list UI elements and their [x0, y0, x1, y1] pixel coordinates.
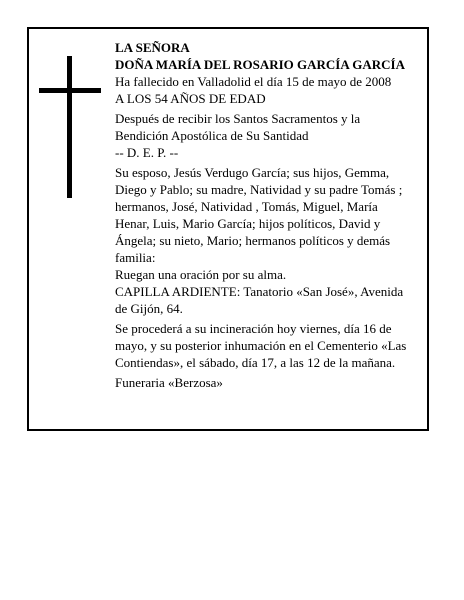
sacraments-line-1: Después de recibir los Santos Sacramentos y la — [115, 111, 361, 126]
family-line-1: Su esposo, Jesús Verdugo García; sus hijos, Gemma, — [115, 165, 390, 180]
family-line-4: Henar, Luis, Mario García; hijos políticos, David y — [115, 216, 381, 231]
funeral-home-line: Funeraria «Berzosa» — [115, 375, 223, 390]
cross-vertical-bar — [67, 56, 72, 198]
notice-title-line-1: LA SEÑORA — [115, 40, 190, 55]
ceremony-line-1: Se procederá a su incineración hoy viernes, día 16 de — [115, 321, 392, 336]
chapel-line-1: CAPILLA ARDIENTE: Tanatorio «San José», Avenida — [115, 284, 404, 299]
family-line-6: familia: — [115, 250, 156, 265]
ceremony-line-3: Contiendas», el sábado, día 17, a las 12 de la mañana. — [115, 355, 396, 370]
notice-title-line-2: DOÑA MARÍA DEL ROSARIO GARCÍA GARCÍA — [115, 57, 406, 72]
prayer-line: Ruegan una oración por su alma. — [115, 267, 287, 282]
age-line: A LOS 54 AÑOS DE EDAD — [115, 91, 266, 106]
dep-line: -- D. E. P. -- — [115, 145, 179, 160]
family-line-3: hermanos, José, Natividad , Tomás, Miguel, María — [115, 199, 378, 214]
obituary-notice — [27, 27, 429, 431]
family-line-2: Diego y Pablo; su madre, Natividad y su padre Tomás ; — [115, 182, 403, 197]
cross-horizontal-bar — [39, 88, 101, 93]
family-line-5: Ángela; su nieto, Mario; hermanos políticos y demás — [115, 233, 391, 248]
sacraments-line-2: Bendición Apostólica de Su Santidad — [115, 128, 309, 143]
chapel-line-2: de Gijón, 64. — [115, 301, 183, 316]
cross-icon — [39, 56, 101, 198]
ceremony-line-2: mayo, y su posterior inhumación en el Cementerio «Las — [115, 338, 407, 353]
death-announcement: Ha fallecido en Valladolid el día 15 de mayo de 2008 — [115, 74, 392, 89]
notice-text — [115, 39, 427, 391]
